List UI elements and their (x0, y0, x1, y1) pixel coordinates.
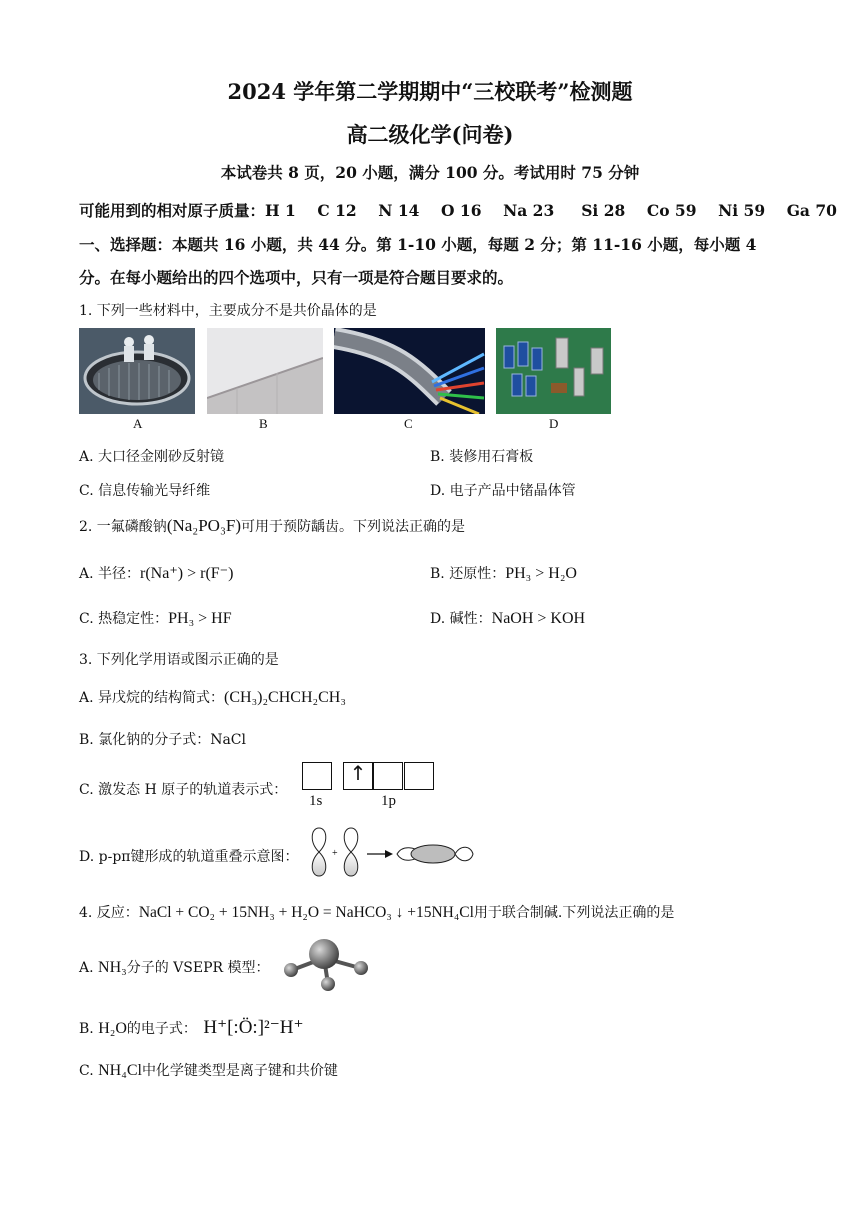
q1-option-c: C. 信息传输光导纤维 (79, 483, 211, 499)
q3-option-d-label: D. p-pπ键形成的轨道重叠示意图： (79, 849, 299, 865)
q2-option-d-label: D. 碱性： (430, 611, 492, 627)
q2-stem-post: 可用于预防龋齿。下列说法正确的是 (241, 519, 465, 535)
q2-option-d-formula: NaOH > KOH (491, 610, 586, 627)
q2-option-d (430, 608, 585, 628)
orbital-label-1p: 1p (381, 793, 396, 809)
orbital-box-1p-3 (404, 762, 434, 790)
q4-stem-pre: 4. 反应： (79, 905, 139, 921)
orbital-box-1p-2 (373, 762, 403, 790)
q2-stem-pre: 2. 一氟磷酸钠 (79, 519, 167, 535)
q1-caption-b: B (259, 416, 268, 431)
q2-stem-formula: (Na₂PO₃F) (166, 516, 241, 535)
q4-option-c (79, 1060, 338, 1080)
q4-option-b-dot-formula: H⁺[:Ö:]²⁻H⁺ (203, 1017, 304, 1038)
q1-option-b: B. 装修用石膏板 (430, 449, 534, 465)
circuit-board-illustration (496, 328, 611, 414)
q4-option-b-post: 的电子式： (126, 1021, 197, 1037)
q4-option-a-formula: NH₃ (98, 959, 127, 976)
orbital-box-1p-1 (343, 762, 373, 790)
orbital-box-1s (302, 762, 332, 790)
section-instruction-2: 分。在每小题给出的四个选项中，只有一项是符合题目要求的。 (79, 268, 514, 287)
q4-option-c-post: 中化学键类型是离子键和共价键 (141, 1063, 338, 1079)
q3-option-b: B. 氯化钠的分子式：NaCl (79, 732, 246, 748)
atomic-mass-line: 可能用到的相对原子质量：H 1 C 12 N 14 O 16 Na 23 Si 28 Co 59 Ni 59 Ga 70 (79, 201, 837, 220)
gypsum-board-illustration (207, 328, 323, 414)
q4-option-a-post: 分子的 VSEPR 模型： (126, 960, 270, 976)
q1-caption-c: C (404, 416, 413, 431)
q2-option-c (79, 608, 232, 628)
q1-image-d (496, 328, 611, 414)
q1-stem: 1. 下列一些材料中，主要成分不是共价晶体的是 (79, 303, 377, 319)
svg-text:+: + (332, 848, 338, 859)
q4-option-b-formula: H₂O (98, 1020, 127, 1037)
q2-option-a-formula: r(Na⁺) > r(F⁻) (140, 565, 234, 582)
q2-option-b (430, 563, 577, 583)
q4-option-a (79, 957, 270, 977)
q4-option-a-pre: A. (79, 960, 94, 976)
orbital-label-1s: 1s (309, 793, 323, 809)
q1-caption-a: A (133, 416, 143, 431)
mirror-illustration (79, 328, 195, 414)
q4-stem-post: 用于联合制碱.下列说法正确的是 (473, 905, 675, 921)
q4-option-b-pre: B. (79, 1021, 94, 1037)
q1-image-a (79, 328, 195, 414)
q3-option-a (79, 687, 346, 707)
q3-option-c-label: C. 激发态 H 原子的轨道表示式： (79, 782, 288, 798)
q2-option-c-label: C. 热稳定性： (79, 611, 169, 627)
q4-stem (79, 902, 674, 922)
up-arrow-icon: ↑ (349, 761, 367, 785)
optical-fiber-illustration (334, 328, 485, 414)
exam-subtitle: 高二级化学(问卷) (346, 122, 514, 147)
q1-option-d: D. 电子产品中锗晶体管 (430, 483, 576, 499)
q3-option-a-label: A. 异戊烷的结构简式： (79, 690, 225, 706)
nh3-vsepr-model (282, 936, 374, 992)
q2-option-b-label: B. 还原性： (430, 566, 506, 582)
q1-option-a: A. 大口径金刚砂反射镜 (79, 449, 225, 465)
q4-option-c-pre: C. (79, 1063, 94, 1079)
exam-title: 2024 学年第二学期期中“三校联考”检测题 (227, 79, 633, 104)
q2-option-a-label: A. 半径： (79, 566, 141, 582)
q3-stem: 3. 下列化学用语或图示正确的是 (79, 652, 279, 668)
q4-option-b (79, 1016, 304, 1039)
q2-stem (79, 516, 465, 536)
q4-stem-formula: NaCl + CO₂ + 15NH₃ + H₂O = NaHCO₃ ↓ +15NH₄Cl (138, 904, 474, 921)
q3-option-a-formula: (CH₃)₂CHCH₂CH₃ (224, 689, 346, 706)
exam-info: 本试卷共 8 页，20 小题，满分 100 分。考试用时 75 分钟 (220, 163, 640, 182)
q1-caption-d: D (549, 416, 559, 431)
q2-option-b-formula: PH₃ > H₂O (505, 565, 577, 582)
q4-option-c-formula: NH₄Cl (98, 1062, 142, 1079)
q2-option-a (79, 563, 233, 583)
p-p-pi-overlap-diagram (305, 826, 475, 878)
q1-image-c (334, 328, 485, 414)
q1-image-b (207, 328, 323, 414)
q2-option-c-formula: PH₃ > HF (168, 610, 232, 627)
section-instruction-1: 一、选择题：本题共 16 小题，共 44 分。第 1-10 小题，每题 2 分；第 11-16 小题，每小题 4 (79, 235, 757, 254)
